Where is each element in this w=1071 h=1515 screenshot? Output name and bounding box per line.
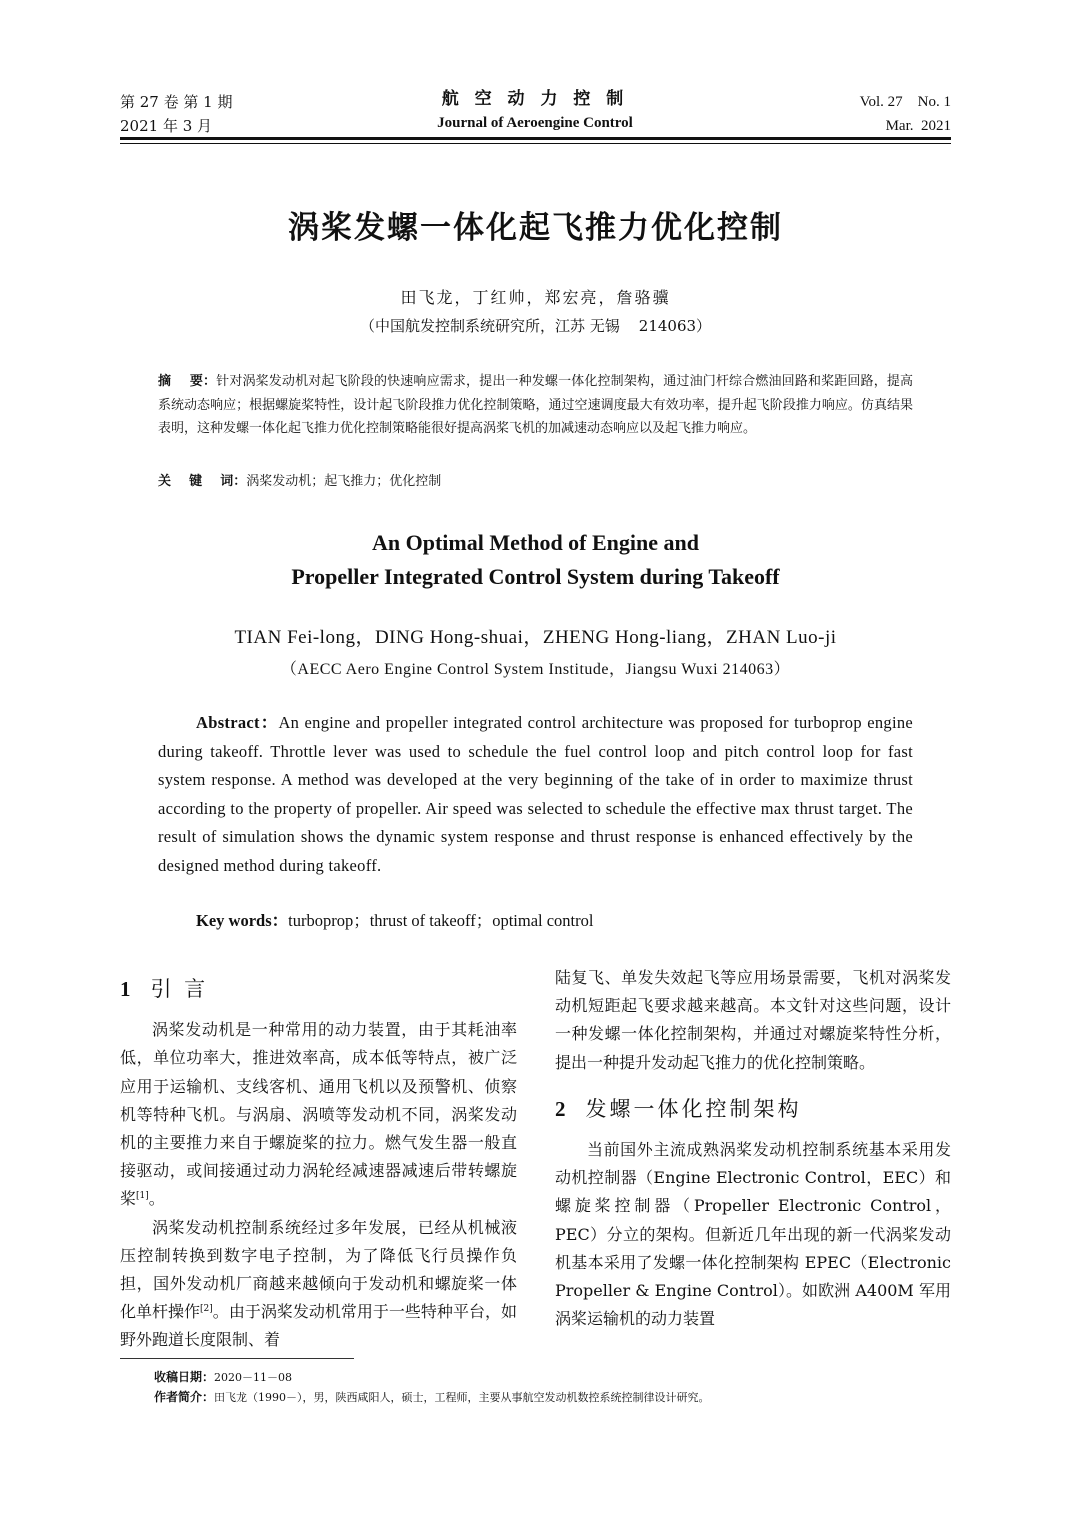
section-1-paragraph-2-text: 涡桨发动机控制系统经过多年发展，已经从机械液压控制转换到数字电子控制，为了降低飞行员操作负担，国外发动机厂商越来越倾向于发动机和螺旋桨一体化单杆操作 (120, 1217, 517, 1322)
section-1-paragraph-1 (120, 1016, 517, 1213)
section-1-heading (120, 975, 517, 1003)
abstract-cn-label: 摘 要： (158, 374, 217, 389)
section-2-number: 2 (555, 1096, 566, 1121)
section-2-heading (555, 1095, 951, 1123)
section-2-title: 发螺一体化控制架构 (585, 1096, 802, 1121)
section-1-title: 引 言 (150, 977, 209, 1001)
journal-name-en: Journal of Aeroengine Control (437, 115, 633, 131)
header-rule-thick (120, 137, 951, 140)
header-volume-en (860, 90, 951, 138)
header-volume-cn (120, 90, 232, 138)
author-bio-text: 田飞龙（1990－），男，陕西咸阳人，硕士，工程师，主要从事航空发动机数控系统控制律设计研究。 (214, 1391, 710, 1404)
section-2-paragraph-1: 当前国外主流成熟涡桨发动机控制系统基本采用发动机控制器（Engine Electronic Control，EEC）和螺旋桨控制器（Propeller Electronic Control，PEC）分立的架构。但新近几年出现的新一代涡桨发动机基本采用了发螺一体化控制架构 EPEC（Electronic Propeller & Engine Control）。如欧洲 A400M 军用涡桨运输机的动力装置 (555, 1140, 951, 1329)
authors-en: TIAN Fei-long，DING Hong-shuai，ZHENG Hong-liang，ZHAN Luo-ji (234, 627, 837, 648)
abstract-en: Abstract：An engine and propeller integrated control architecture was proposed for turboprop engine during takeoff. Throttle lever was used to schedule the fuel control loop and pitch control loop for fast system response. A method was developed at the very beginning of the take of in order to maximize thrust according to the property of propeller. Air speed was selected to schedule the effective max thrust target. The result of simulation shows the dynamic system response and thrust response is enhanced effectively by the designed method during takeoff. (158, 713, 913, 875)
footnote-received (154, 1368, 292, 1387)
affiliation-cn: （中国航发控制系统研究所，江苏 无锡 214063） (359, 317, 712, 335)
paper-title-en-line1: An Optimal Method of Engine and (372, 530, 699, 555)
paper-title-en (0, 526, 1071, 594)
keywords-en: Key words：turboprop；thrust of takeoff；optimal control (196, 911, 594, 930)
section-1-paragraph-1-end: 。 (148, 1189, 165, 1209)
received-date: 2020－11－08 (214, 1371, 293, 1384)
section-1-paragraph-2-continued: 陆复飞、单发失效起飞等应用场景需要，飞机对涡桨发动机短距起飞要求越来越高。本文针对这些问题，设计一种发螺一体化控制架构，并通过对螺旋桨特性分析，提出一种提升发动起飞推力的优化控制策略。 (555, 968, 951, 1072)
authors-cn: 田飞龙，丁红帅，郑宏亮，詹骆骥 (400, 288, 671, 307)
left-column (120, 975, 517, 1355)
journal-name (380, 86, 690, 134)
journal-name-cn: 航 空 动 力 控 制 (441, 89, 629, 109)
paper-title-en-line2: Propeller Integrated Control System during Takeoff (291, 564, 780, 589)
author-bio-label: 作者简介： (154, 1390, 215, 1404)
paper-title-cn: 涡桨发螺一体化起飞推力优化控制 (288, 210, 783, 246)
date-cn: 2021 年 3 月 (120, 117, 213, 135)
volume-issue-cn: 第 27 卷 第 1 期 (120, 93, 233, 111)
citation-2: [2] (200, 1304, 213, 1315)
keywords-cn-label: 关 键 词： (158, 474, 247, 489)
section-1-paragraph-2-end: 。由于涡桨发动机常用于一些特种平台，如野外跑道长度限制、着 (120, 1302, 517, 1350)
header-rule-thin (120, 143, 951, 144)
abstract-cn (158, 370, 913, 441)
abstract-cn-text: 针对涡桨发动机对起飞阶段的快速响应需求，提出一种发螺一体化控制架构，通过油门杆综合燃油回路和桨距回路，提高系统动态响应；根据螺旋桨特性，设计起飞阶段推力优化控制策略，通过空速调度最大有效功率，提升起飞阶段推力响应。仿真结果表明，这种发螺一体化起飞推力优化控制策略能很好提高涡桨飞机的加减速动态响应以及起飞推力响应。 (158, 374, 913, 436)
citation-1: [1] (136, 1191, 149, 1202)
section-1-paragraph-2 (120, 1214, 517, 1355)
section-1-paragraph-1-text: 涡桨发动机是一种常用的动力装置，由于其耗油率低，单位功率大，推进效率高，成本低等特点，被广泛应用于运输机、支线客机、通用飞机以及预警机、侦察机等特种飞机。与涡扇、涡喷等发动机不同，涡桨发动机的主要推力来自于螺旋桨的拉力。燃气发生器一般直接驱动，或间接通过动力涡轮经减速器减速后带转螺旋桨 (120, 1020, 517, 1209)
keywords-cn-text: 涡桨发动机；起飞推力；优化控制 (246, 474, 442, 489)
abstract-en-text: An engine and propeller integrated control architecture was proposed for turboprop engine during takeoff. Throttle lever was used to schedule the fuel control loop and pitch control loop for fast system response. A method was developed at the very beginning of the take of in order to maximize thrust according to the property of propeller. Air speed was selected to schedule the effective max thrust target. The result of simulation shows the dynamic system response and thrust response is enhanced effectively by the designed method during takeoff. (158, 713, 913, 875)
affiliation-en: （AECC Aero Engine Control System Institude，Jiangsu Wuxi 214063） (280, 661, 791, 678)
date-en: Mar. 2021 (885, 118, 951, 134)
keywords-en-text: turboprop；thrust of takeoff；optimal control (288, 911, 594, 930)
volume-issue-en: Vol. 27 No. 1 (859, 94, 951, 110)
footnote-author-bio (154, 1388, 710, 1407)
abstract-en-label: Abstract (196, 713, 260, 732)
right-column (555, 964, 951, 1333)
keywords-en-label: Key words (196, 911, 272, 930)
footnote-rule (120, 1358, 354, 1359)
keywords-cn (158, 472, 913, 492)
section-1-number: 1 (120, 977, 131, 1001)
received-label: 收稿日期： (154, 1370, 215, 1384)
